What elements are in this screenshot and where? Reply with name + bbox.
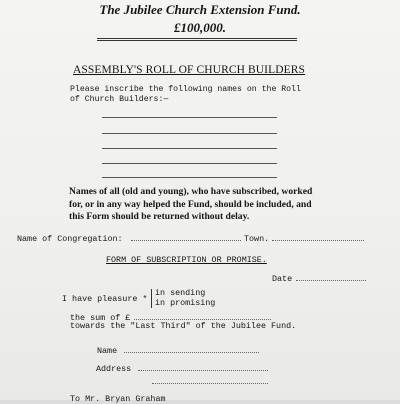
roll-title: ASSEMBLY'S ROLL OF CHURCH BUILDERS xyxy=(73,64,306,76)
town-field[interactable] xyxy=(272,240,364,241)
fund-name: The Jubilee Church Extension Fund. xyxy=(99,2,301,17)
roll-name-line-4[interactable] xyxy=(102,163,277,164)
roll-name-line-3[interactable] xyxy=(102,148,277,149)
roll-name-line-2[interactable] xyxy=(102,133,277,134)
header-divider-bottom xyxy=(97,40,297,41)
congregation-field[interactable] xyxy=(131,240,241,241)
subscription-title: FORM OF SUBSCRIPTION OR PROMISE. xyxy=(106,255,267,265)
roll-name-line-5[interactable] xyxy=(102,177,277,178)
date-label: Date xyxy=(272,274,293,284)
option-sending[interactable]: in sending xyxy=(155,288,206,298)
notice-line-1: Names of all (old and young), who have subscribed, worked xyxy=(69,186,313,197)
notice-line-2: for, or in any way helped the Fund, should be included, and xyxy=(69,199,312,210)
sum-field[interactable] xyxy=(134,319,271,320)
sum-label: the sum of £ xyxy=(70,313,131,323)
town-label: Town. xyxy=(244,234,270,244)
roll-name-line-1[interactable] xyxy=(102,117,277,118)
roll-instruction-1: Please inscribe the following names on the Roll xyxy=(70,85,301,94)
address-field[interactable] xyxy=(138,370,268,371)
name-field[interactable] xyxy=(124,352,259,353)
name-label: Name xyxy=(97,346,118,356)
fund-amount: £100,000. xyxy=(174,20,226,35)
footer-addressee: To Mr. Bryan Graham xyxy=(70,394,166,404)
option-promising[interactable]: in promising xyxy=(155,298,216,308)
pleasure-label: I have pleasure * xyxy=(62,294,148,304)
address-label: Address xyxy=(96,364,132,374)
towards-label: towards the "Last Third" of the Jubilee Fund. xyxy=(70,321,297,331)
date-field[interactable] xyxy=(296,280,366,281)
congregation-label: Name of Congregation: xyxy=(17,234,123,244)
address-field-2[interactable] xyxy=(152,383,268,384)
roll-instruction-2: of Church Builders:— xyxy=(70,95,169,104)
notice-line-3: this Form should be returned without delay. xyxy=(69,211,250,222)
header-divider-top xyxy=(97,38,297,39)
